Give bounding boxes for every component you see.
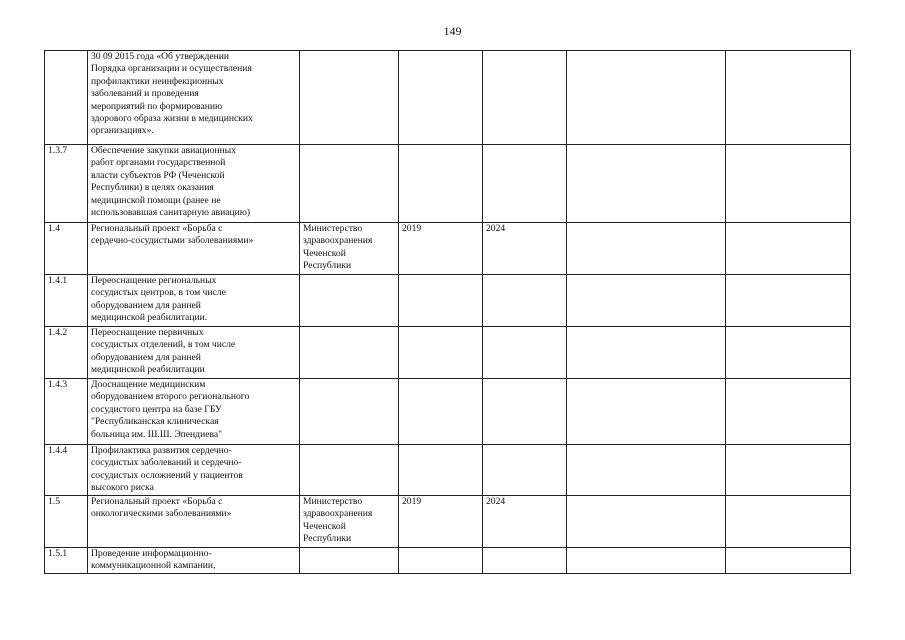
- column-6-cell: [567, 51, 726, 145]
- end-year-cell: [483, 51, 567, 145]
- cell-text-line: сердечно-сосудистыми заболеваниями»: [91, 235, 254, 247]
- cell-text-line: больница им. Ш.Ш. Эпендиева": [91, 428, 223, 440]
- end-year-cell: [483, 379, 567, 445]
- cell-text-line: Чеченской: [303, 247, 346, 259]
- description-cell: [88, 145, 300, 223]
- item-number-cell: [45, 327, 88, 379]
- cell-text: 1.4.2: [48, 327, 68, 338]
- page-number: 149: [443, 24, 462, 38]
- item-number-cell: [45, 145, 88, 223]
- cell-text: 1.5: [48, 496, 60, 507]
- cell-text-line: оборудованием для ранней: [91, 351, 201, 363]
- cell-text-line: Дооснащение медицинским: [91, 379, 206, 390]
- start-year-cell: [399, 51, 483, 145]
- executor-cell: [300, 379, 399, 445]
- cell-text-line: мероприятий по формированию: [91, 100, 223, 112]
- cell-text-line: Проведение информационно-: [91, 548, 212, 559]
- cell-text-line: 30 09 2015 года «Об утверждении: [91, 51, 230, 62]
- cell-text-line: Министерство: [303, 496, 363, 507]
- column-7-cell: [726, 379, 851, 445]
- column-7-cell: [726, 327, 851, 379]
- cell-text-line: Региональный проект «Борьба с: [91, 496, 223, 507]
- item-number-cell: [45, 445, 88, 496]
- cell-text: 1.4.3: [48, 379, 68, 390]
- table-row: [45, 496, 851, 548]
- executor-cell: [300, 223, 399, 275]
- start-year-cell: [399, 145, 483, 223]
- description-cell: [88, 223, 300, 275]
- description-cell: [88, 496, 300, 548]
- cell-text-line: заболеваний и проведения: [91, 88, 199, 100]
- start-year-cell: [399, 445, 483, 496]
- cell-text-line: медицинской реабилитации: [91, 364, 205, 376]
- cell-text-line: Обеспечение закупки авиационных: [91, 145, 237, 156]
- end-year-cell: [483, 145, 567, 223]
- item-number-cell: [45, 51, 88, 145]
- description-cell: [88, 379, 300, 445]
- cell-text-line: здравоохранения: [303, 235, 373, 247]
- cell-text: 1.5.1: [48, 548, 68, 559]
- table-row: [45, 445, 851, 496]
- table-row: [45, 51, 851, 145]
- column-7-cell: [726, 145, 851, 223]
- cell-text-line: медицинской реабилитации.: [91, 312, 208, 324]
- cell-text-line: Порядка организации и осуществления: [91, 63, 252, 75]
- column-6-cell: [567, 145, 726, 223]
- column-7-cell: [726, 275, 851, 327]
- cell-text: 1.4.1: [48, 275, 68, 286]
- cell-text-line: власти субъектов РФ (Чеченской: [91, 169, 225, 181]
- table-row: [45, 223, 851, 275]
- end-year-cell: [483, 548, 567, 574]
- cell-text-line: сосудистых центров, в том числе: [91, 287, 226, 299]
- column-6-cell: [567, 548, 726, 574]
- cell-text-line: медицинской помощи (ранее не: [91, 194, 221, 206]
- item-number-cell: [45, 496, 88, 548]
- table-row: [45, 548, 851, 574]
- executor-cell: [300, 445, 399, 496]
- cell-text-line: Чеченской: [303, 520, 346, 532]
- cell-text-line: Переоснащение первичных: [91, 327, 204, 338]
- column-7-cell: [726, 223, 851, 275]
- cell-text: 1.4: [48, 223, 60, 234]
- cell-text: 1.4.4: [48, 445, 68, 456]
- cell-text-line: использовавшая санитарную авиацию): [91, 207, 251, 219]
- end-year-cell: [483, 223, 567, 275]
- cell-text-line: оборудованием для ранней: [91, 299, 201, 311]
- end-year-cell: [483, 496, 567, 548]
- description-cell: [88, 445, 300, 496]
- cell-text-line: "Республиканская клиническая: [91, 416, 219, 428]
- cell-text-line: Республики: [303, 533, 352, 545]
- cell-text-line: высокого риска: [91, 482, 154, 494]
- end-year-cell: [483, 445, 567, 496]
- cell-text-line: здорового образа жизни в медицинских: [91, 113, 253, 125]
- item-number-cell: [45, 379, 88, 445]
- executor-cell: [300, 327, 399, 379]
- column-7-cell: [726, 445, 851, 496]
- cell-text-line: Профилактика развития сердечно-: [91, 445, 232, 456]
- executor-cell: [300, 51, 399, 145]
- start-year-cell: [399, 379, 483, 445]
- cell-text-line: Министерство: [303, 223, 363, 234]
- cell-text-line: онкологическими заболеваниями»: [91, 508, 232, 520]
- cell-text-line: сосудистых заболеваний и сердечно-: [91, 457, 242, 469]
- table-row: [45, 379, 851, 445]
- start-year-cell: [399, 496, 483, 548]
- cell-text-line: Переоснащение региональных: [91, 275, 217, 286]
- column-6-cell: [567, 327, 726, 379]
- start-year-cell: [399, 223, 483, 275]
- cell-text-line: Республики) в целях оказания: [91, 182, 214, 194]
- column-7-cell: [726, 496, 851, 548]
- table-body: [45, 51, 851, 574]
- executor-cell: [300, 145, 399, 223]
- column-7-cell: [726, 51, 851, 145]
- item-number-cell: [45, 548, 88, 574]
- cell-text-line: сосудистых осложнений у пациентов: [91, 469, 243, 481]
- column-6-cell: [567, 496, 726, 548]
- cell-text: 1.3.7: [48, 145, 68, 156]
- end-year-cell: [483, 327, 567, 379]
- measures-table: [44, 50, 851, 574]
- cell-text-line: профилактики неинфекционных: [91, 75, 224, 87]
- description-cell: [88, 327, 300, 379]
- start-year-cell: [399, 548, 483, 574]
- cell-text: 2024: [486, 223, 506, 234]
- item-number-cell: [45, 223, 88, 275]
- cell-text: 2019: [402, 496, 422, 507]
- column-6-cell: [567, 275, 726, 327]
- item-number-cell: [45, 275, 88, 327]
- cell-text-line: оборудованием второго регионального: [91, 391, 250, 403]
- description-cell: [88, 51, 300, 145]
- cell-text: 2024: [486, 496, 506, 507]
- column-6-cell: [567, 379, 726, 445]
- cell-text-line: Региональный проект «Борьба с: [91, 223, 223, 234]
- cell-text-line: работ органами государственной: [91, 157, 226, 169]
- cell-text-line: коммуникационной кампании,: [91, 560, 216, 572]
- table-row: [45, 145, 851, 223]
- description-cell: [88, 275, 300, 327]
- cell-text-line: сосудистого центра на базе ГБУ: [91, 403, 222, 415]
- table-row: [45, 327, 851, 379]
- column-6-cell: [567, 445, 726, 496]
- table-row: [45, 275, 851, 327]
- cell-text: 2019: [402, 223, 422, 234]
- start-year-cell: [399, 327, 483, 379]
- end-year-cell: [483, 275, 567, 327]
- executor-cell: [300, 496, 399, 548]
- column-6-cell: [567, 223, 726, 275]
- column-7-cell: [726, 548, 851, 574]
- start-year-cell: [399, 275, 483, 327]
- executor-cell: [300, 275, 399, 327]
- cell-text-line: здравоохранения: [303, 508, 373, 520]
- cell-text-line: Республики: [303, 260, 352, 272]
- cell-text-line: сосудистых отделений, в том числе: [91, 339, 236, 351]
- cell-text-line: организациях».: [91, 125, 154, 137]
- executor-cell: [300, 548, 399, 574]
- description-cell: [88, 548, 300, 574]
